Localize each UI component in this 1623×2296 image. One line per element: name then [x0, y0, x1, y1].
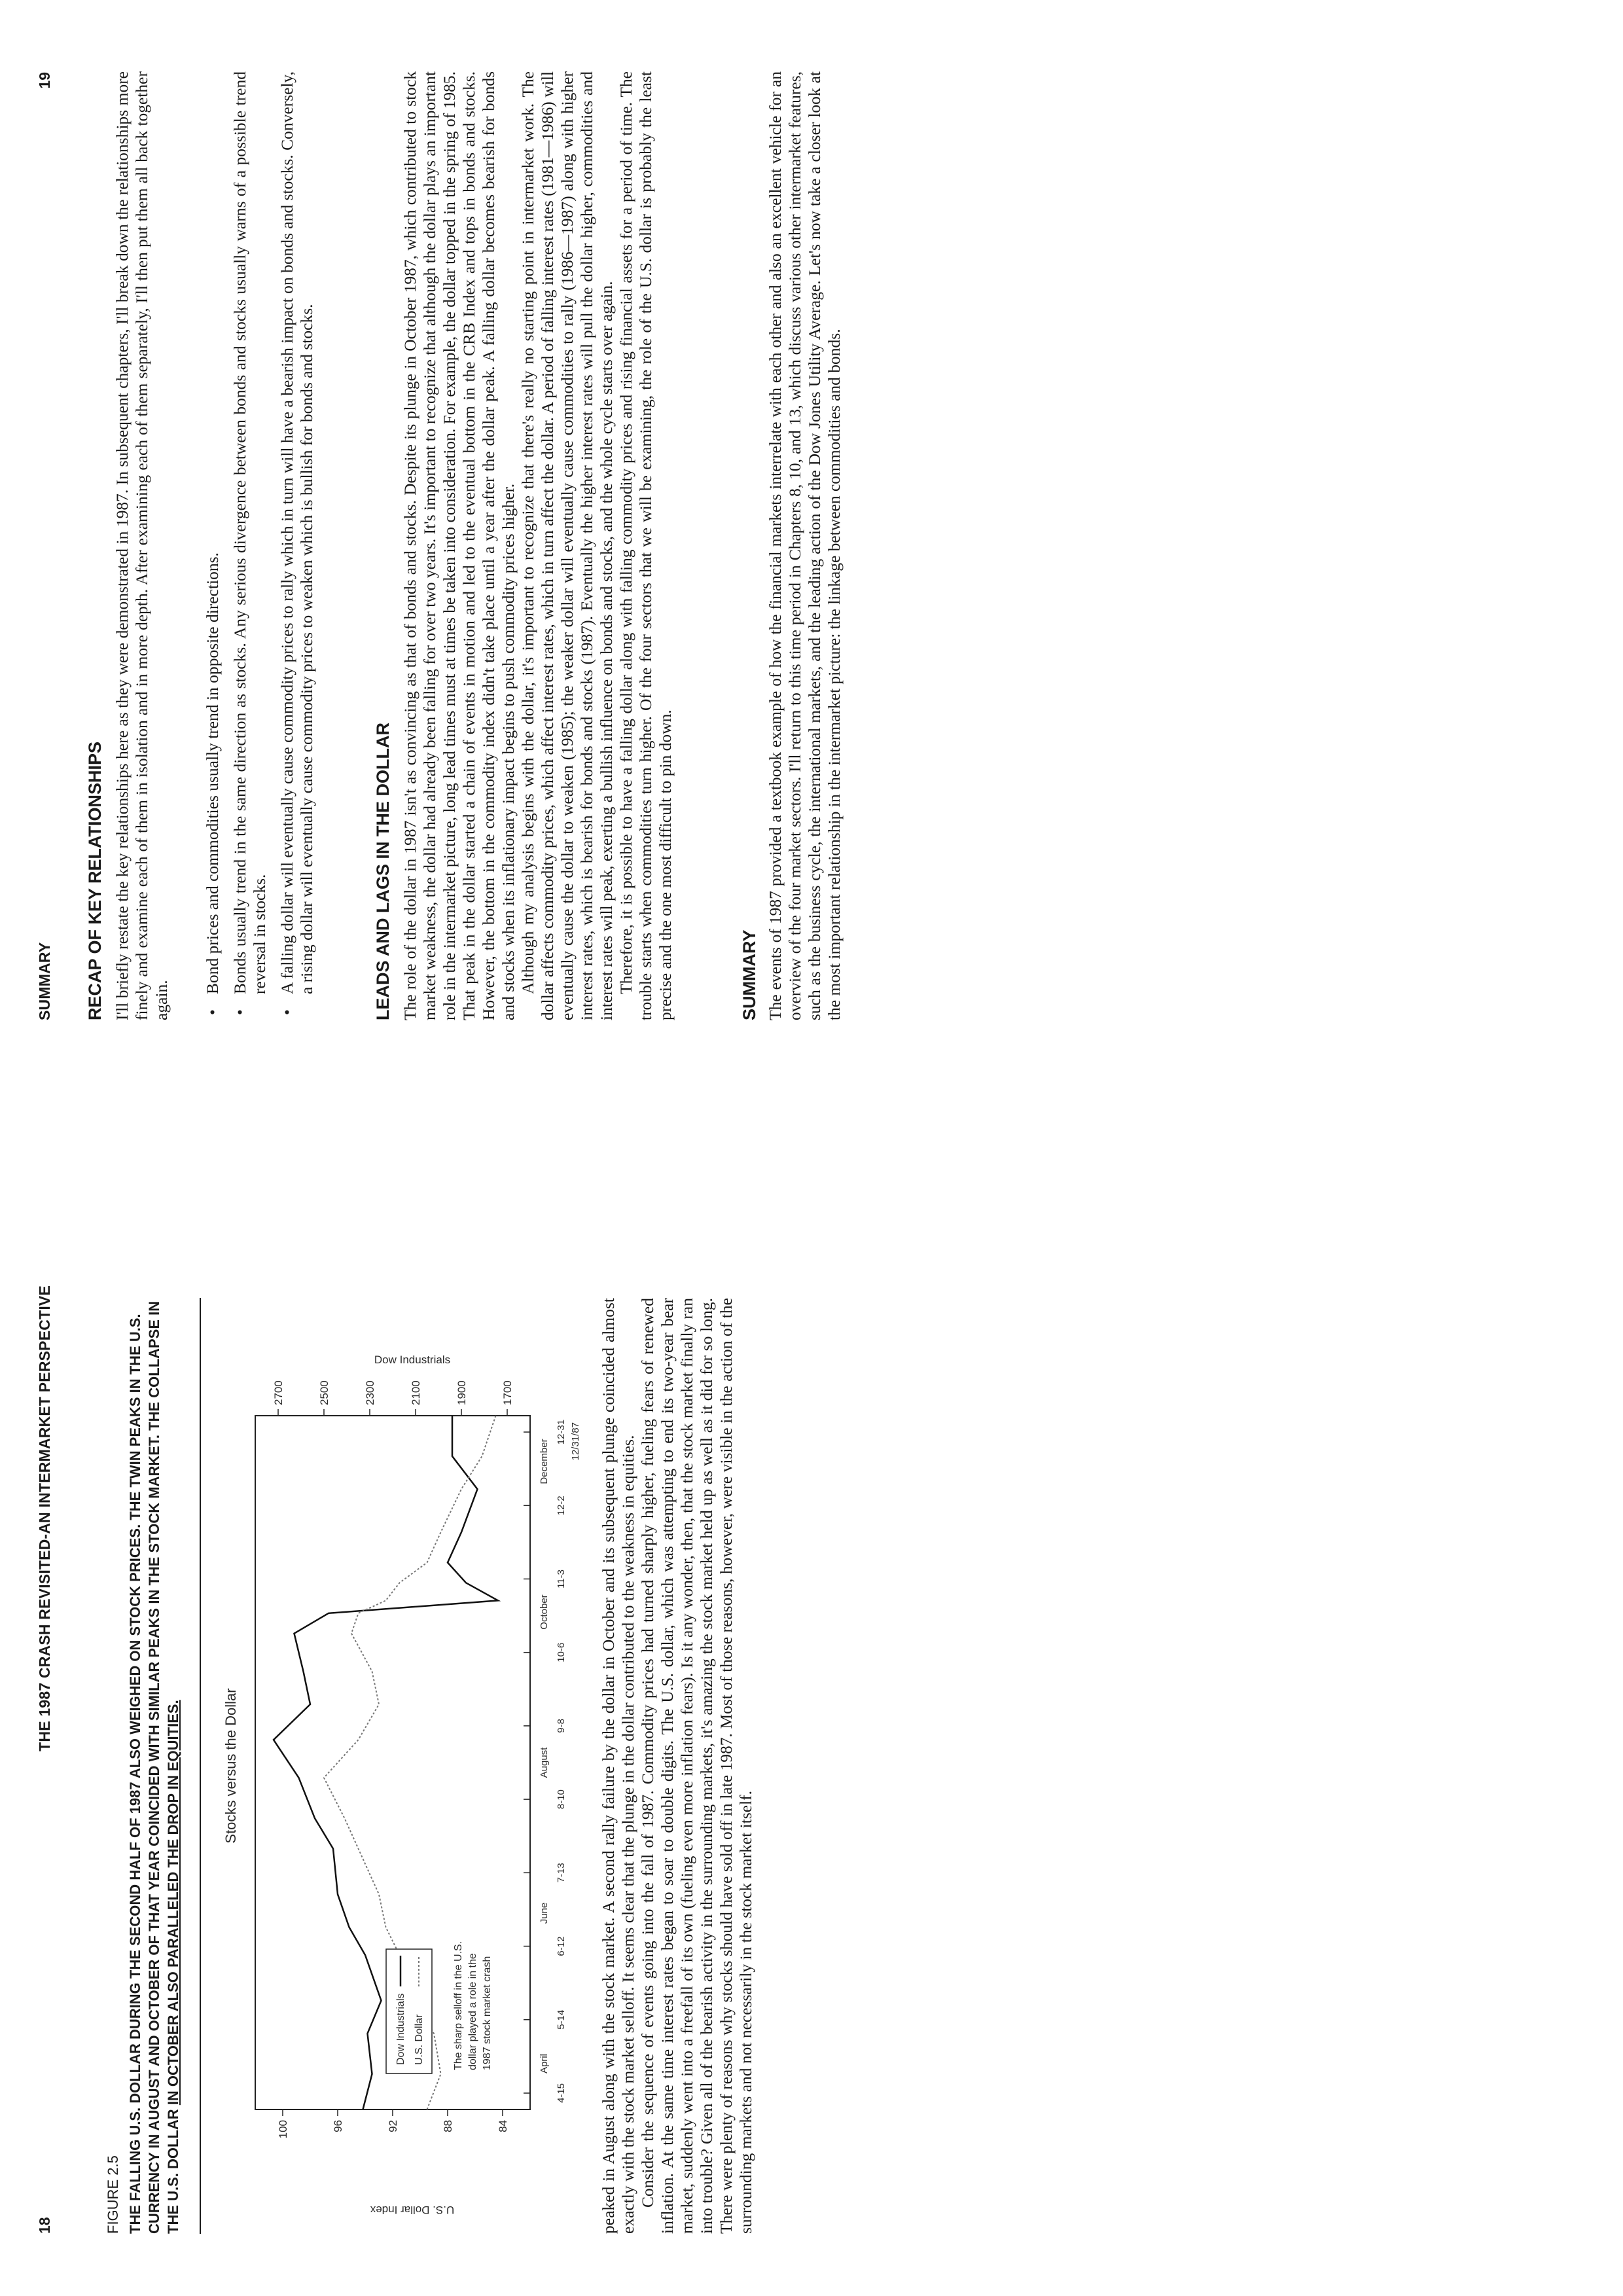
paragraph: Consider the sequence of events going into the fall of 1987. Commodity prices had turned sharply higher, fueling fears of renewed inflation. At the same time interest rates began to soar to double digits. The U.S. dollar, which was attempting to end its two-year bear market, suddenly went into a freefall of its own (fueling even more inflation fears). Is it any wonder, then, that the stock market finally ran into trouble? Given all of the bearish activity in the surrounding markets, it's amazing the stock market held up as well as it did for so long. There were plenty of reasons why stocks should have sold off in late 1987. Most of those reasons, however, were visible in the action of the surrounding markets and not necessarily in the stock market itself. [638, 1298, 755, 2234]
annotation-line-3: 1987 stock market crash [482, 1956, 493, 2070]
x-tick-label: 4-15 [556, 2083, 567, 2104]
y-right-tick-label: 2300 [364, 1380, 376, 1405]
x-tick-label: 6-12 [556, 1936, 567, 1956]
paragraph: I'll briefly restate the key relationships here as they were demonstrated in 1987. In subsequent chapters, I'll break down the relationships more finely and examine each of them in isolation and in more depth. After examining each of them separately, I'll then put them all back together again. [113, 71, 171, 1020]
paragraph: The role of the dollar in 1987 isn't as convincing as that of bonds and stocks. Despite its plunge in October 1987, which contributed to stock market weakness, the dollar had already been falling for over two years. It's important to recognize that although the dollar plays an important role in the intermarket picture, long lead times must at times be taken into consideration. For example, the dollar topped in the spring of 1985. That peak in the dollar started a chain of events in motion and led to the eventual bottom in the CRB Index and tops in bonds and stocks. However, the bottom in the commodity index didn't take place until a year after the dollar peak. A falling dollar becomes bearish for bonds and stocks when its inflationary impact begins to push commodity prices higher. [401, 71, 518, 1020]
x-tick-label: 11-3 [556, 1569, 567, 1588]
annotation-line-2: dollar played a role in the [467, 1953, 478, 2070]
leads-lags-text [401, 71, 675, 1020]
y-left-axis-label: U.S. Dollar Index [370, 2204, 455, 2216]
key-relationships-list [203, 71, 325, 1020]
y-left-tick-label: 96 [332, 2120, 344, 2132]
chart-legend [386, 1949, 432, 2073]
x-tick-label: 5-14 [556, 2009, 567, 2030]
stocks-vs-dollar-chart [216, 1298, 582, 2234]
recap-heading: RECAP OF KEY RELATIONSHIPS [85, 741, 105, 1020]
y-right-tick-label: 2700 [272, 1380, 285, 1405]
x-tick-label: 8-10 [556, 1789, 567, 1810]
y-right-tick-label: 2500 [318, 1380, 330, 1405]
page-number: 19 [36, 72, 53, 89]
list-item [230, 71, 270, 1020]
legend-label-dollar: U.S. Dollar [414, 2014, 425, 2065]
y-right-axis-label: Dow Industrials [374, 1354, 451, 1366]
running-head: SUMMARY [36, 942, 53, 1020]
list-item [203, 71, 223, 1020]
list-item [277, 71, 317, 1020]
figure-caption [126, 1298, 183, 2234]
paragraph: Although my analysis begins with the dollar, it's important to recognize that there's really no starting point in intermarket work. The dollar affects commodity prices, which affect interest rates, which in turn affect the dollar. A period of falling interest rates (1981—1986) will eventually cause the dollar to weaken (1985); the weaker dollar will eventually cause commodities to rally (1986—1987) along with higher interest rates, which is bearish for bonds and stocks (1987). Eventually the higher interest rates will pull the dollar higher, commodities and interest rates will peak, exerting a bullish influence on bonds and stocks, and the whole cycle starts over again. [518, 71, 616, 1020]
y-left-tick-label: 92 [387, 2120, 399, 2132]
paragraph: Therefore, it is possible to have a falling dollar along with falling commodity prices and rising financial assets for a period of time. The trouble starts when commodities turn higher. Of the four sectors that we will be examining, the role of the U.S. dollar is probably the least precise and the one most difficult to pin down. [616, 71, 675, 1020]
x-month-label: October [539, 1594, 550, 1630]
x-month-label: August [539, 1747, 550, 1778]
bullet-icon: • [230, 1009, 249, 1015]
x-month-label: June [539, 1902, 550, 1924]
leads-lags-heading: LEADS AND LAGS IN THE DOLLAR [373, 723, 393, 1020]
x-tick-label: 9-8 [556, 1719, 567, 1733]
y-right-tick-label: 1700 [501, 1380, 514, 1405]
summary-text [766, 71, 844, 1020]
x-end-date-label: 12/31/87 [570, 1422, 581, 1461]
chart-title: Stocks versus the Dollar [223, 1688, 239, 1844]
paragraph: peaked in August along with the stock market. A second rally failure by the dollar in October and its subsequent plunge coincided almost exactly with the stock market selloff. It seems clear that the plunge in the dollar contributed to the weakness in equities. [599, 1298, 637, 2234]
paragraph: The events of 1987 provided a textbook example of how the financial markets interrelate with each other and also an excellent vehicle for an overview of the four market sectors. I'll return to this time period in Chapters 8, 10, and 13, which discuss various other intermarket features, such as the business cycle, the international markets, and the leading action of the Dow Jones Utility Average. Let's now take a closer look at the most important relationship in the intermarket picture: the linkage between commodities and bonds. [766, 71, 844, 1020]
x-month-label: April [539, 2053, 550, 2074]
x-tick-label: 12-2 [556, 1496, 567, 1516]
recap-paragraph [113, 71, 171, 1020]
y-left-tick-label: 100 [277, 2120, 289, 2139]
running-head: THE 1987 CRASH REVISITED-AN INTERMARKET PERSPECTIVE [36, 1285, 53, 1751]
legend-box [386, 1949, 432, 2073]
page-19 [0, 0, 844, 1083]
list-item-text: Bonds usually trend in the same direction as stocks. Any serious divergence between bonds and stocks usually warns of a possible trend reversal in stocks. [230, 71, 269, 994]
summary-heading: SUMMARY [740, 929, 759, 1020]
figure-rule [200, 1298, 201, 2234]
figure-caption-underlined: IN OCTOBER ALSO PARALLELED THE DROP IN EQUITIES. [165, 1700, 181, 2106]
page-number: 18 [36, 2217, 53, 2234]
y-left-tick-label: 84 [497, 2120, 509, 2132]
y-left-tick-label: 88 [442, 2120, 454, 2132]
figure-label: FIGURE 2.5 [105, 2155, 121, 2234]
left-body-text [599, 1298, 756, 2234]
y-right-tick-label: 1900 [455, 1380, 468, 1405]
bullet-icon: • [203, 1009, 222, 1015]
page-18 [0, 1213, 812, 2296]
x-tick-label: 7-13 [556, 1863, 567, 1883]
chart-annotation [453, 1941, 493, 2070]
list-item-text: Bond prices and commodities usually trend in opposite directions. [203, 552, 222, 994]
x-tick-label: 12-31 [556, 1419, 567, 1445]
x-tick-label: 10-6 [556, 1642, 567, 1662]
bullet-icon: • [277, 1009, 296, 1015]
y-right-tick-label: 2100 [410, 1380, 422, 1405]
annotation-line-1: The sharp selloff in the U.S. [453, 1941, 464, 2070]
figure-caption-main: THE FALLING U.S. DOLLAR DURING THE SECOND HALF OF 1987 ALSO WEIGHED ON STOCK PRICES. THE TWIN PEAKS IN THE U.S. CURRENCY IN AUGUST AND OCTOBER OF THAT YEAR COINCIDED WITH SIMILAR PEAKS IN THE STOCK MARKET. THE COLLAPSE IN THE U.S. DOLLAR [127, 1300, 181, 2234]
legend-label-dow: Dow Industrials [395, 1993, 406, 2065]
list-item-text: A falling dollar will eventually cause commodity prices to rally which in turn will have a bearish impact on bonds and stocks. Conversely, a rising dollar will eventually cause commodity prices to weaken which is bullish for bonds and stocks. [277, 71, 316, 994]
x-month-label: December [539, 1439, 550, 1484]
